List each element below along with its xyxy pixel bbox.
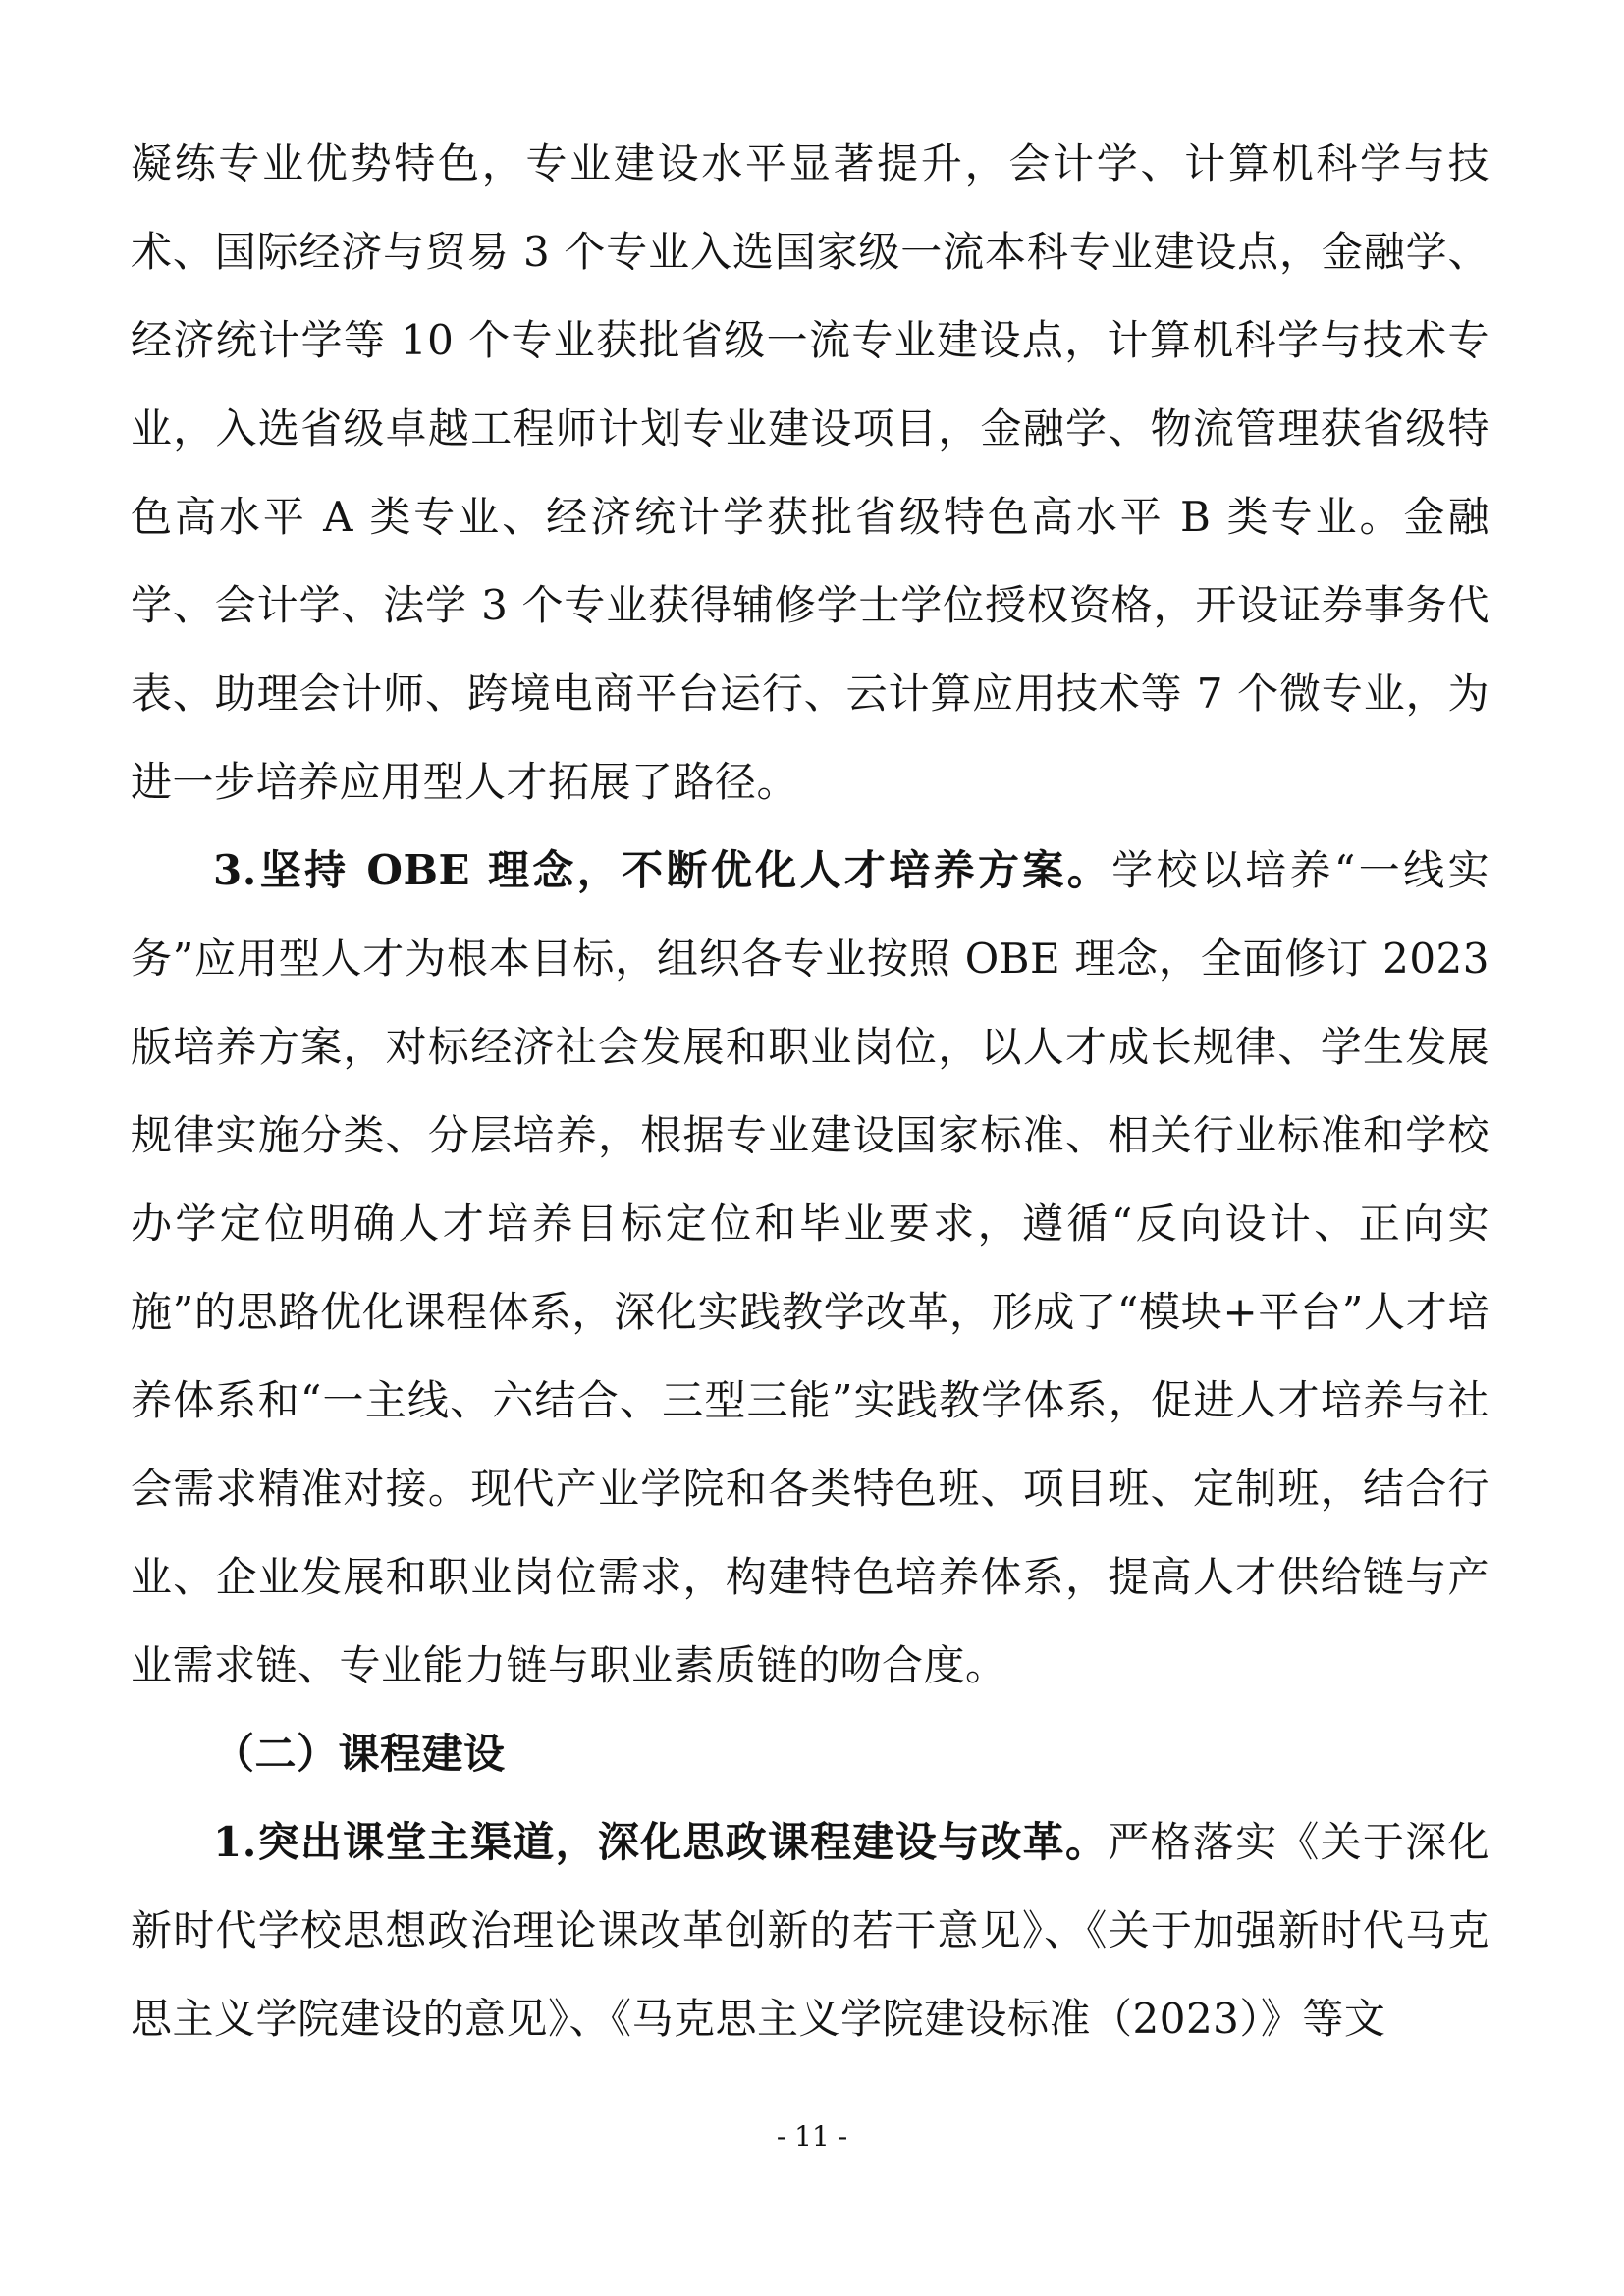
section-heading [131,1710,1489,1798]
paragraph-lead: 3.坚持 OBE 理念，不断优化人才培养方案。 [213,846,1112,894]
page-number [0,2120,1624,2153]
paragraph-obe [131,827,1489,1710]
paragraph-text: 学校以培养“一线实务”应用型人才为根本目标，组织各专业按照 OBE 理念，全面修订 2023 版培养方案，对标经济社会发展和职业岗位，以人才成长规律、学生发展规律实施分类、分层培养，根据专业建设国家标准、相关行业标准和学校办学定位明确人才培养目标定位和毕业要求，遵循“反向设计、正向实施”的思路优化课程体系，深化实践教学改革，形成了“模块+平台”人才培养体系和“一主线、六结合、三型三能”实践教学体系，促进人才培养与社会需求精准对接。现代产业学院和各类特色班、项目班、定制班，结合行业、企业发展和职业岗位需求，构建特色培养体系，提高人才供给链与产业需求链、专业能力链与职业素质链的吻合度。 [131,846,1489,1689]
paragraph-continuation [131,120,1489,827]
paragraph-course [131,1798,1489,2063]
paragraph-text: 凝练专业优势特色，专业建设水平显著提升，会计学、计算机科学与技术、国际经济与贸易 3 个专业入选国家级一流本科专业建设点，金融学、经济统计学等 10 个专业获批省级一流专业建设点，计算机科学与技术专业，入选省级卓越工程师计划专业建设项目，金融学、物流管理获省级特色高水平 A 类专业、经济统计学获批省级特色高水平 B 类专业。金融学、会计学、法学 3 个专业获得辅修学士学位授权资格，开设证券事务代表、助理会计师、跨境电商平台运行、云计算应用技术等 7 个微专业，为进一步培养应用型人才拓展了路径。 [131,139,1489,806]
document-page [131,120,1489,2063]
paragraph-lead: 1.突出课堂主渠道，深化思政课程建设与改革。 [213,1818,1109,1866]
page-number-text: - 11 - [776,2120,848,2153]
paragraph-text: 严格落实《关于深化新时代学校思想政治理论课改革创新的若干意见》、《关于加强新时代马克思主义学院建设的意见》、《马克思主义学院建设标准（2023）》等文 [131,1818,1489,2043]
section-heading-text: （二）课程建设 [213,1730,506,1778]
